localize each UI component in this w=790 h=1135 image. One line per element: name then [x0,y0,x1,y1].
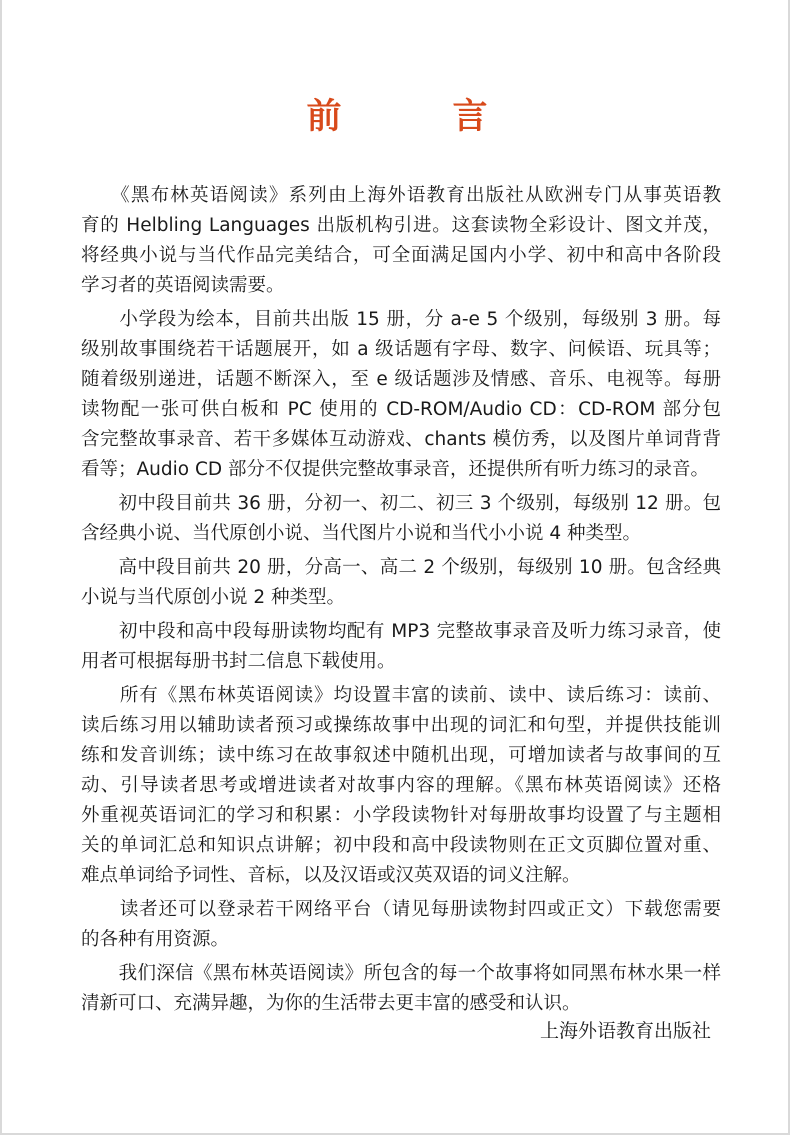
text-line: 学习者的英语阅读需要。 [81,275,285,296]
text-line: 练和发音训练；读中练习在故事叙述中随机出现，可增加读者与故事间的互 [81,745,721,766]
text-line: 小说与当代原创小说 2 种类型。 [81,587,346,608]
text-line: 初中段目前共 36 册，分初一、初二、初三 3 个级别，每级别 12 册。包 [81,493,721,514]
paragraph-2 [81,305,721,485]
text-line: 动、引导读者思考或增进读者对故事内容的理解。《黑布林英语阅读》还格 [81,775,721,796]
page-title: 前 言 [306,97,526,137]
text-line: 难点单词给予词性、音标，以及汉语或汉英双语的词义注解。 [81,865,581,886]
text-line: 读物配一张可供白板和 PC 使用的 CD-ROM/Audio CD：CD-ROM 部分包 [81,399,721,420]
paragraph-6 [81,681,721,891]
text-line: 所有《黑布林英语阅读》均设置丰富的读前、读中、读后练习：读前、 [81,685,721,706]
text-line: 读后练习用以辅助读者预习或操练故事中出现的词汇和句型，并提供技能训 [81,715,721,736]
text-line: 的各种有用资源。 [81,929,230,950]
text-line: 将经典小说与当代作品完美结合，可全面满足国内小学、初中和高中各阶段 [81,245,721,266]
text-line: 清新可口、充满异趣，为你的生活带去更丰富的感受和认识。 [81,993,581,1014]
paragraph-8 [81,959,721,1019]
paragraph-4 [81,553,721,613]
text-line: 含完整故事录音、若干多媒体互动游戏、chants 模仿秀，以及图片单词背背 [81,429,721,450]
text-line: 小学段为绘本，目前共出版 15 册，分 a-e 5 个级别，每级别 3 册。每 [81,309,721,330]
paragraph-5 [81,617,721,677]
text-line: 含经典小说、当代原创小说、当代图片小说和当代小小说 4 种类型。 [81,523,642,544]
preface-body [81,181,721,1023]
text-line: 随着级别递进，话题不断深入，至 e 级话题涉及情感、音乐、电视等。每册 [81,369,721,390]
text-line: 看等；Audio CD 部分不仅提供完整故事录音，还提供所有听力练习的录音。 [81,459,710,480]
text-line: 读者还可以登录若干网络平台（请见每册读物封四或正文）下载您需要 [81,899,721,920]
text-line: 级别故事围绕若干话题展开，如 a 级话题有字母、数字、问候语、玩具等； [81,339,721,360]
paragraph-7 [81,895,721,955]
text-line: 高中段目前共 20 册，分高一、高二 2 个级别，每级别 10 册。包含经典 [81,557,721,578]
text-line: 育的 Helbling Languages 出版机构引进。这套读物全彩设计、图文并茂， [81,215,721,236]
text-line: 用者可根据每册书封二信息下载使用。 [81,651,396,672]
publisher-signature: 上海外语教育出版社 [539,1020,711,1042]
text-line: 外重视英语词汇的学习和积累：小学段读物针对每册故事均设置了与主题相 [81,805,721,826]
text-line: 《黑布林英语阅读》系列由上海外语教育出版社从欧洲专门从事英语教 [81,185,721,206]
paragraph-1 [81,181,721,301]
text-line: 我们深信《黑布林英语阅读》所包含的每一个故事将如同黑布林水果一样 [81,963,721,984]
text-line: 关的单词汇总和知识点讲解；初中段和高中段读物则在正文页脚位置对重、 [81,835,721,856]
text-line: 初中段和高中段每册读物均配有 MP3 完整故事录音及听力练习录音，使 [81,621,721,642]
paragraph-3 [81,489,721,549]
